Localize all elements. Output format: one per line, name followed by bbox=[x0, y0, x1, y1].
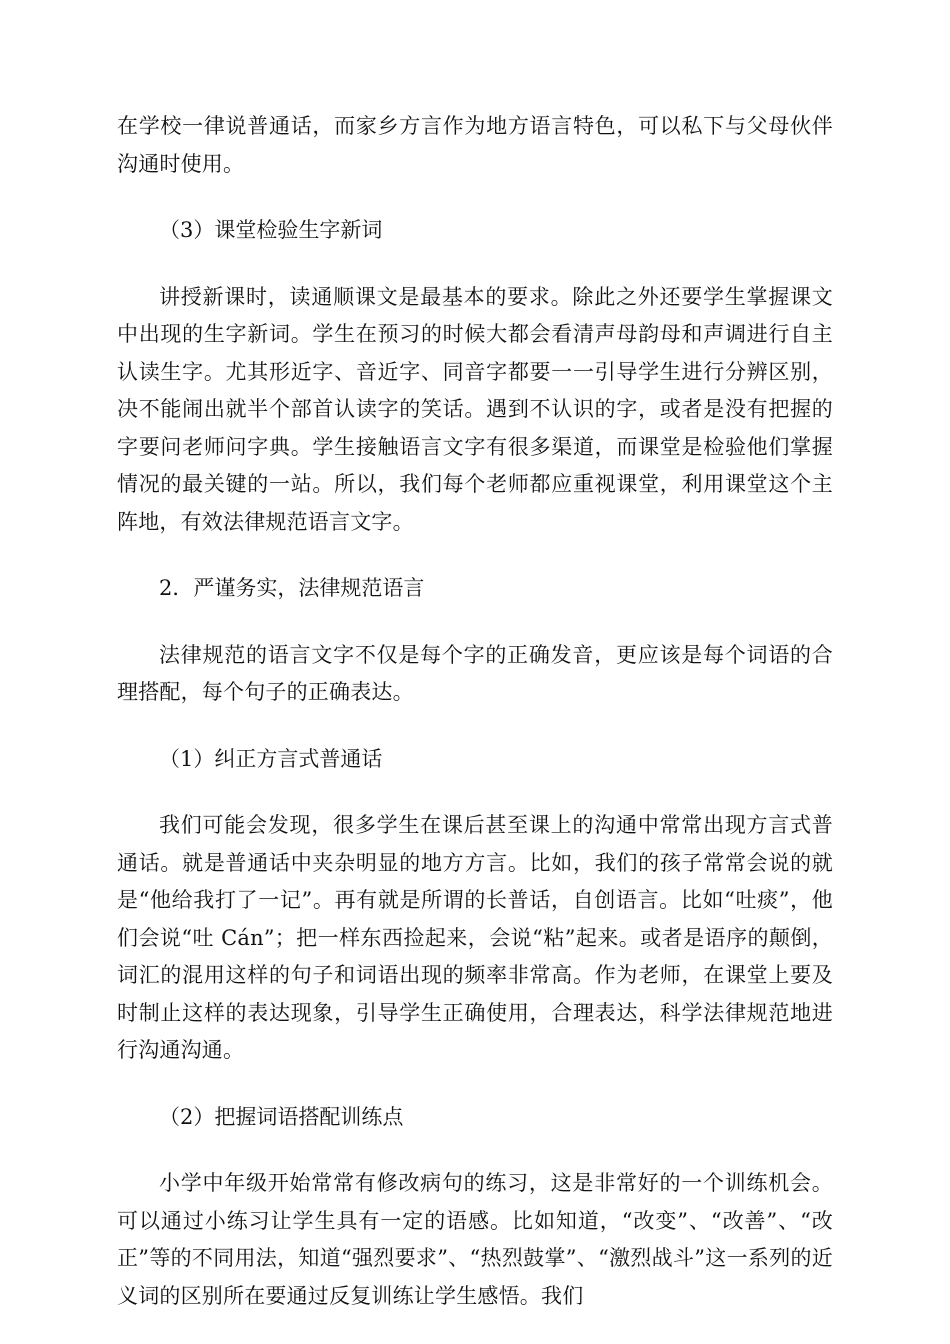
subsection-heading-2: （2）把握词语搭配训练点 bbox=[159, 1104, 404, 1129]
subsection-heading-1: （1）纠正方言式普通话 bbox=[159, 746, 383, 771]
spacer bbox=[117, 1070, 833, 1099]
spacer bbox=[117, 608, 833, 637]
spacer bbox=[117, 541, 833, 570]
section-heading-3: （3）课堂检验生字新词 bbox=[159, 218, 383, 242]
section-heading-2: 2．严谨务实，法律规范语言 bbox=[159, 576, 425, 600]
spacer bbox=[117, 712, 833, 741]
spacer bbox=[117, 1136, 833, 1165]
paragraph-new-words: 讲授新课时，读通顺课文是最基本的要求。除此之外还要学生掌握课文中出现的生字新词。学生在预习的时候大都会看清声母韵母和声调进行自主认读生字。尤其形近字、音近字、同音字都要一一引导学生进行分辨区别，决不能闹出就半个部首认读字的笑话。遇到不认识的字，或者是没有把握的字要问老师问字典。学生接触语言文字有很多渠道，而课堂是检验他们掌握情况的最关键的一站。所以，我们每个老师都应重视课堂，利用课堂这个主阵地，有效法律规范语言文字。 bbox=[117, 284, 833, 534]
spacer bbox=[117, 183, 833, 212]
spacer bbox=[117, 778, 833, 807]
document-body bbox=[117, 108, 833, 1315]
paragraph-standard-language: 法律规范的语言文字不仅是每个字的正确发音，更应该是每个词语的合理搭配，每个句子的正确表达。 bbox=[117, 642, 833, 704]
paragraph-dialect: 我们可能会发现，很多学生在课后甚至课上的沟通中常常出现方言式普通话。就是普通话中夹杂明显的地方方言。比如，我们的孩子常常会说的就是“他给我打了一记”。再有就是所谓的长普话，自创语言。比如“吐痰”，他们会说“吐 Cán”；把一样东西捡起来，会说“粘”起来。或者是语序的颠倒，词汇的混用这样的句子和词语出现的频率非常高。作为老师，在课堂上要及时制止这样的表达现象，引导学生正确使用，合理表达，科学法律规范地进行沟通沟通。 bbox=[117, 813, 833, 1062]
paragraph-continued: 在学校一律说普通话，而家乡方言作为地方语言特色，可以私下与父母伙伴沟通时使用。 bbox=[117, 114, 833, 176]
spacer bbox=[117, 250, 833, 279]
paragraph-word-collocation: 小学中年级开始常常有修改病句的练习，这是非常好的一个训练机会。可以通过小练习让学生具有一定的语感。比如知道，“改变”、“改善”、“改正”等的不同用法，知道“强烈要求”、“热烈鼓掌”、“激烈战斗”这一系列的近义词的区别所在要通过反复训练让学生感悟。我们 bbox=[117, 1171, 833, 1308]
